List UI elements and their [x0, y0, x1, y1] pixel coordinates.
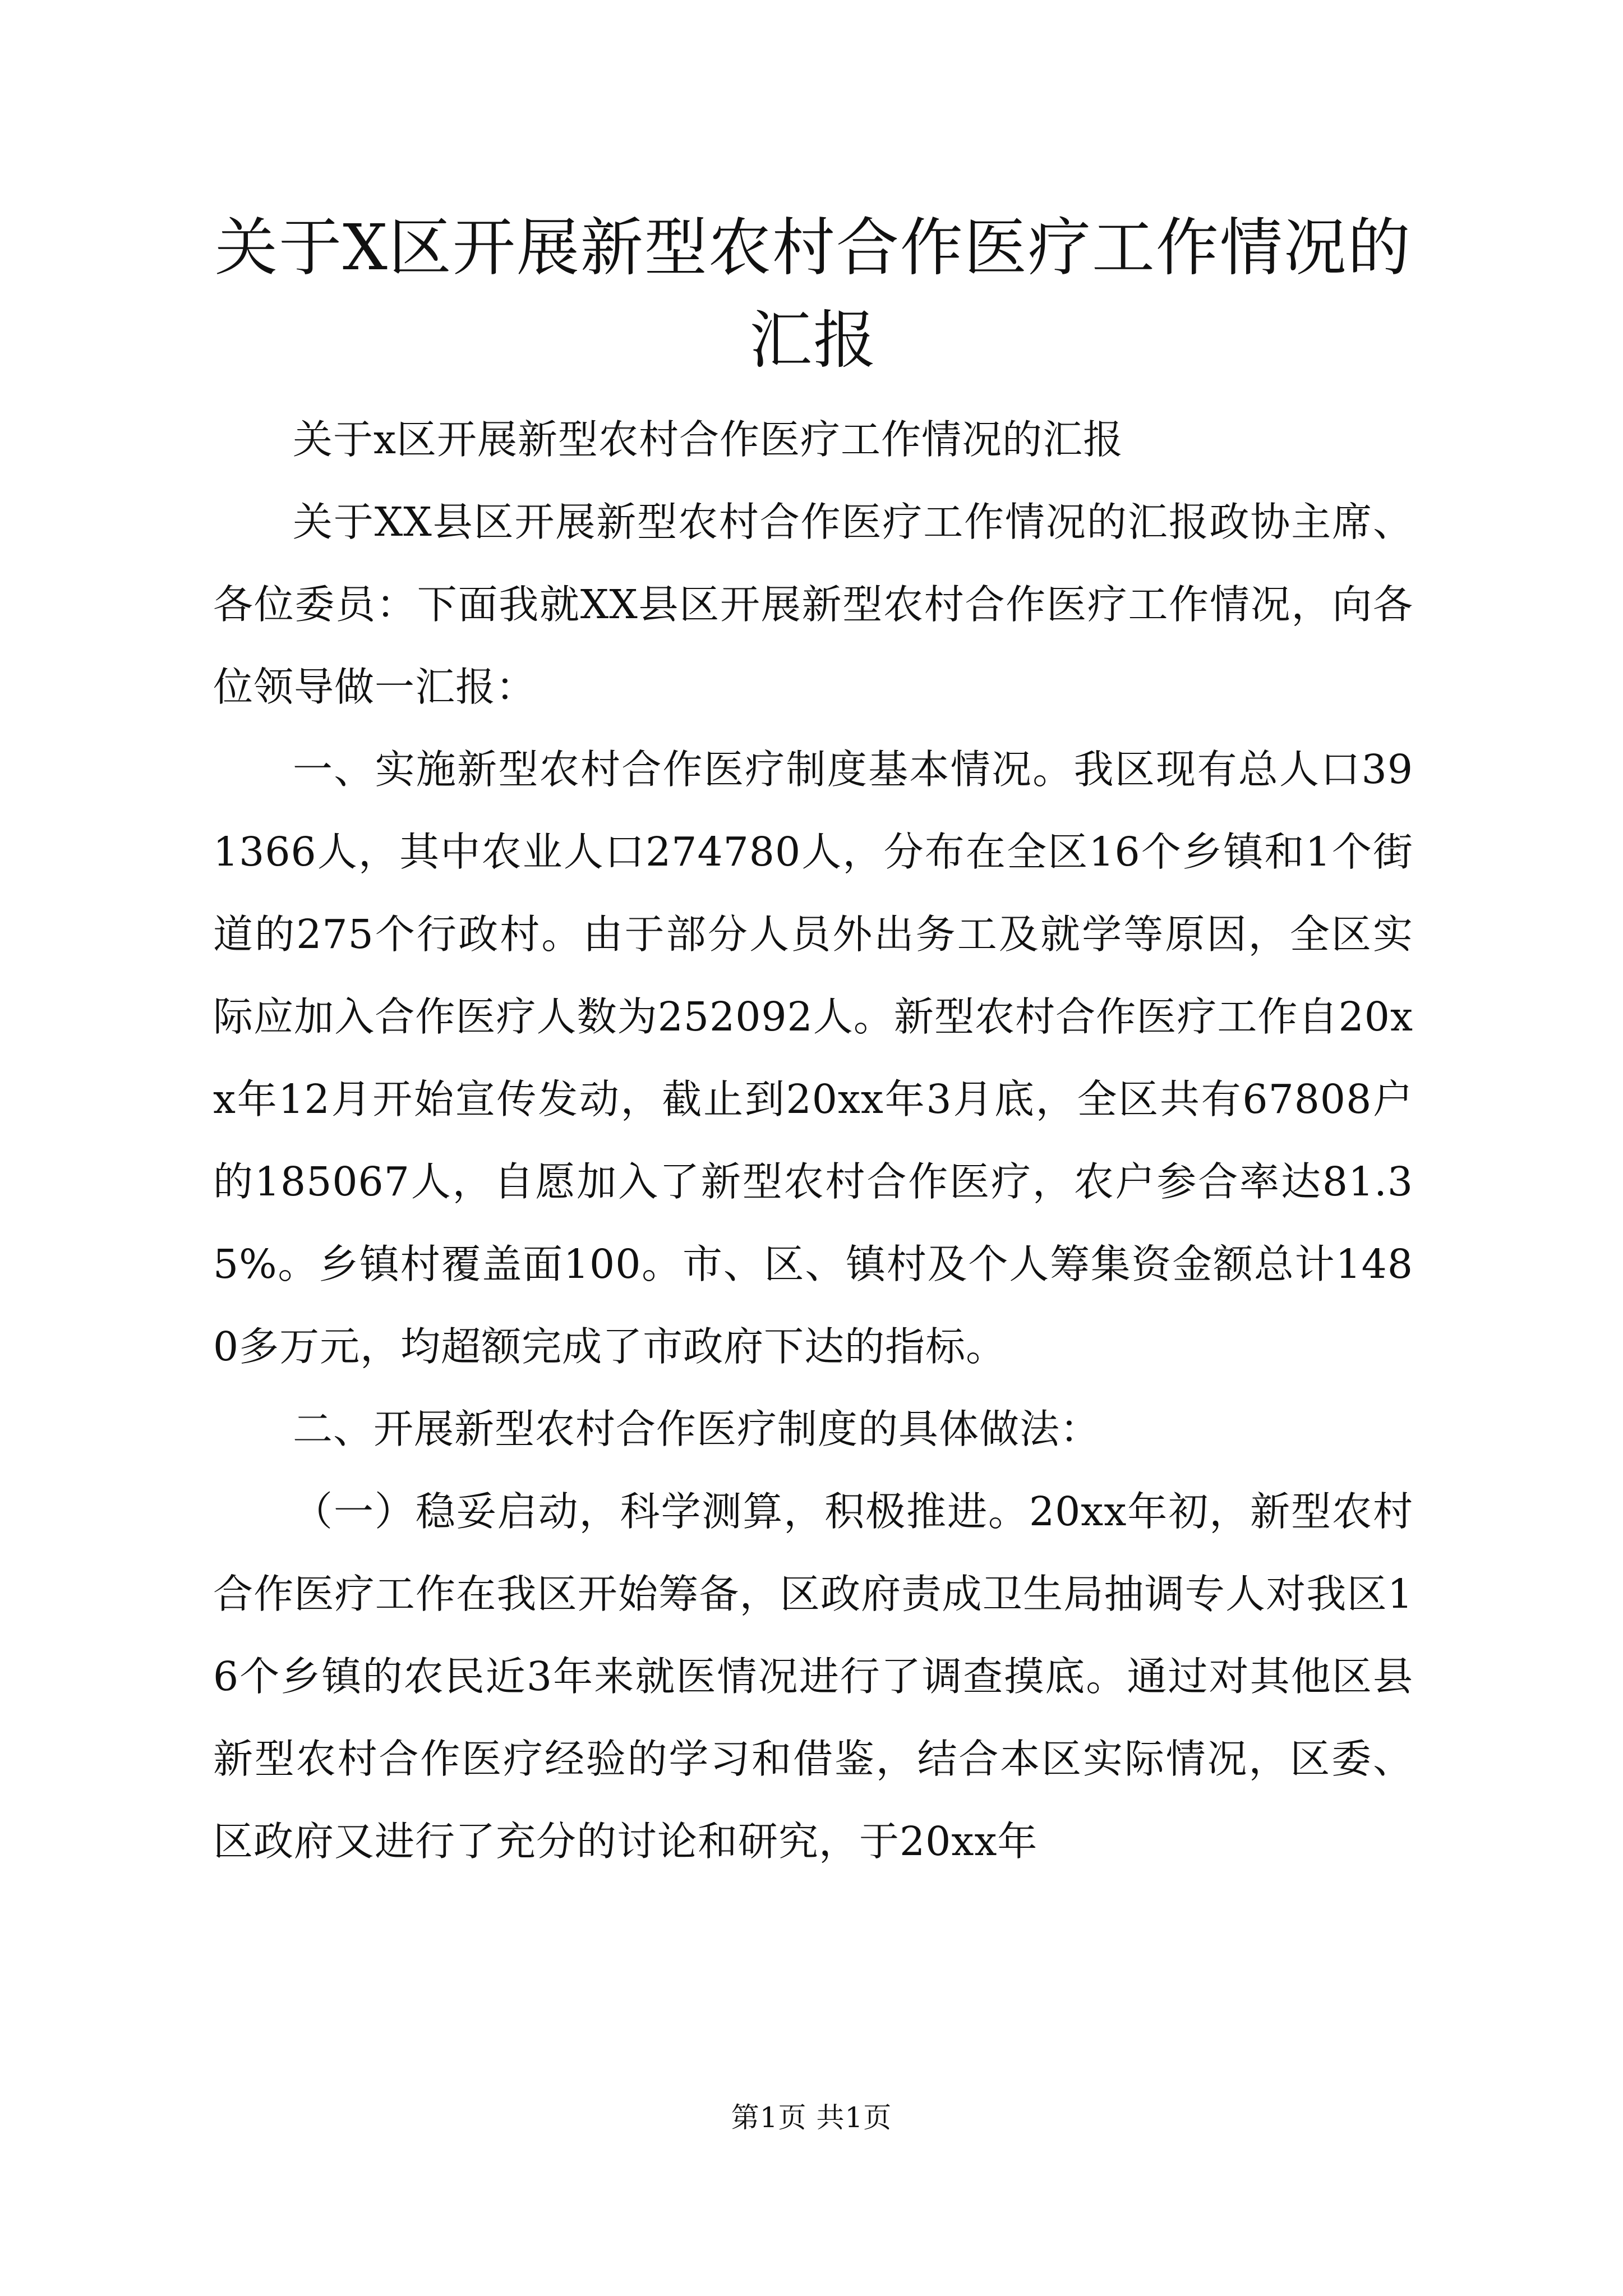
paragraph-intro: 关于XX县区开展新型农村合作医疗工作情况的汇报政协主席、各位委员：下面我就XX县区开展新型农村合作医疗工作情况，向各位领导做一汇报：	[213, 499, 1413, 710]
document-content	[213, 202, 1413, 1883]
paragraph-subsection-one: （一）稳妥启动，科学测算，积极推进。20xx年初，新型农村合作医疗工作在我区开始筹备，区政府责成卫生局抽调专人对我区16个乡镇的农民近3年来就医情况进行了调查摸底。通过对其他区县新型农村合作医疗经验的学习和借鉴，结合本区实际情况，区委、区政府又进行了充分的讨论和研究，于20xx年	[213, 1488, 1413, 1865]
paragraph-subtitle: 关于x区开展新型农村合作医疗工作情况的汇报	[293, 416, 1124, 463]
document-body	[213, 398, 1413, 1883]
paragraph-section-two-heading: 二、开展新型农村合作医疗制度的具体做法：	[293, 1406, 1101, 1452]
page-footer: 第1页 共1页	[731, 2101, 892, 2134]
paragraph-section-one: 一、实施新型农村合作医疗制度基本情况。我区现有总人口391366人，其中农业人口274780人，分布在全区16个乡镇和1个街道的275个行政村。由于部分人员外出务工及就学等原因，全区实际应加入合作医疗人数为252092人。新型农村合作医疗工作自20xx年12月开始宣传发动，截止到20xx年3月底，全区共有67808户的185067人，自愿加入了新型农村合作医疗，农户参合率达81.35%。乡镇村覆盖面100。市、区、镇村及个人筹集资金额总计1480多万元，均超额完成了市政府下达的指标。	[213, 746, 1413, 1370]
document-title: 关于X区开展新型农村合作医疗工作情况的汇报	[215, 211, 1412, 377]
